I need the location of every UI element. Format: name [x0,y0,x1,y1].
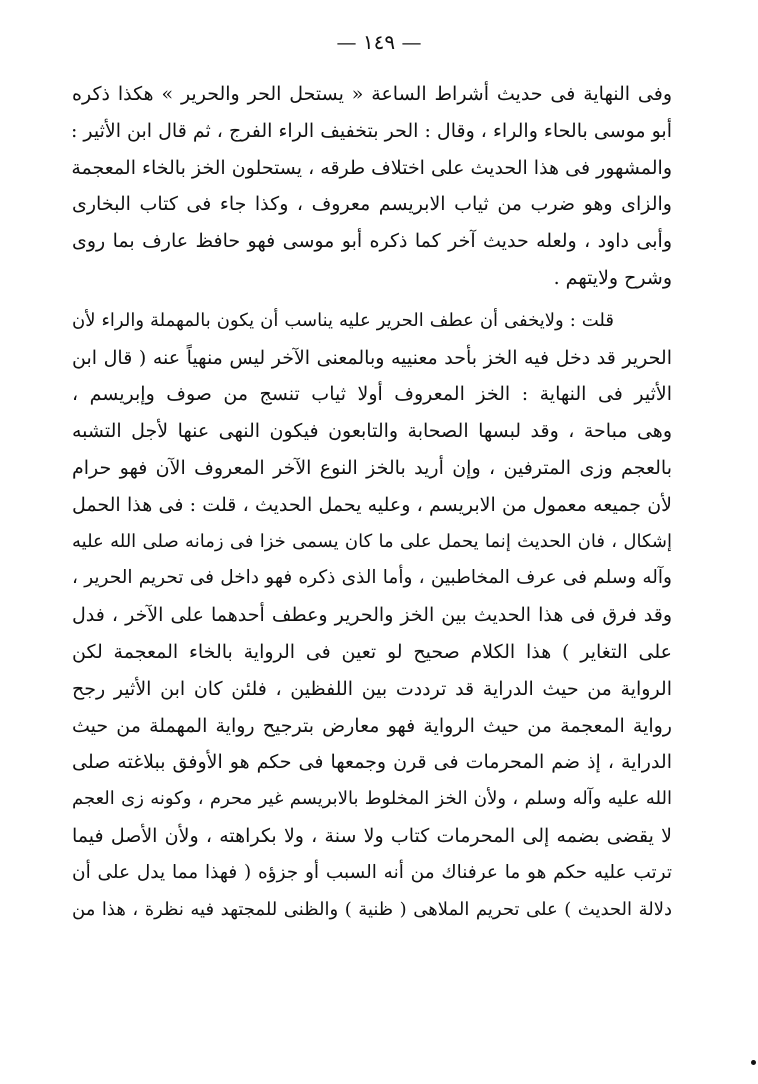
text-line: الدراية ، إذ ضم المحرمات فى قرن وجمعها فى حكم هو الأوفق ببلاغته صلى [72,751,672,774]
text-line: بالعجم وزى المترفين ، وإن أريد بالخز النوع الآخر المعروف الآن فهو حرام [72,456,672,479]
text-line: رواية المعجمة من حيث الرواية فهو معارض بترجيح رواية المهملة من حيث [72,714,672,737]
text-line: ترتب عليه حكم هو ما عرفناك من أنه السبب أو جزؤه ( فهذا مما يدل على أن [72,861,672,883]
text-line: الحرير قد دخل فيه الخز بأحد معنييه وبالمعنى الآخر ليس منهياً عنه ( قال ابن [72,346,672,369]
text-line: وأبى داود ، ولعله حديث آخر كما ذكره أبو موسى فهو حافظ عارف بما روى [72,230,672,253]
text-line: دلالة الحديث ) على تحريم الملاهى ( ظنية ) والظنى للمجتهد فيه نظرة ، هذا من [72,898,672,920]
text-line: قلت : ولايخفى أن عطف الحرير عليه يناسب أن يكون بالمهملة والراء لأن [72,309,614,331]
text-line: أبو موسى بالحاء والراء ، وقال : الحر بتخفيف الراء الفرج ، ثم قال ابن الأثير : [70,119,672,142]
text-line: والزاى وهو ضرب من ثياب الابريسم معروف ، وكذا جاء فى كتاب البخارى [72,193,672,216]
text-line: الأثير فى النهاية : الخز المعروف أولا ثياب تنسج من صوف وإبريسم ، [72,383,672,406]
text-line: الرواية من حيث الدراية قد ترددت بين اللفظين ، فلئن كان ابن الأثير رجح [72,677,672,700]
body-text [72,76,672,928]
text-line: وهى مباحة ، وقد لبسها الصحابة والتابعون فيكون النهى عنها لأجل التشبه [72,420,672,443]
text-line: على التغاير ) هذا الكلام صحيح لو تعين فى الرواية بالخاء المعجمة لكن [72,640,672,663]
text-line: وآله وسلم فى عرف المخاطبين ، وأما الذى ذكره فهو داخل فى تحريم الحرير ، [72,567,672,589]
text-line: لأن جميعه معمول من الابريسم ، وعليه يحمل الحديث ، قلت : فى هذا الحمل [72,493,672,516]
text-line: والمشهور فى هذا الحديث على اختلاف طرقه ، يستحلون الخز بالخاء المعجمة [71,156,672,179]
scan-speck [751,1060,756,1065]
text-line: لا يقضى بضمه إلى المحرمات كتاب ولا سنة ، ولا بكراهته ، ولأن الأصل فيما [72,824,672,847]
text-line: إشكال ، فان الحديث إنما يحمل على ما كان يسمى خزا فى زمانه صلى الله عليه [72,530,672,552]
text-line: وفى النهاية فى حديث أشراط الساعة « يستحل الحر والحرير » هكذا ذكره [72,83,672,105]
text-line: الله عليه وآله وسلم ، ولأن الخز المخلوط بالابريسم غير محرم ، وكونه زى العجم [72,788,672,810]
text-line: وقد فرق فى هذا الحديث بين الخز والحرير وعطف أحدهما على الآخر ، فدل [72,604,672,627]
page-number: — ١٤٩ — [336,30,422,54]
text-line: وشرح ولايتهم . [553,266,672,289]
